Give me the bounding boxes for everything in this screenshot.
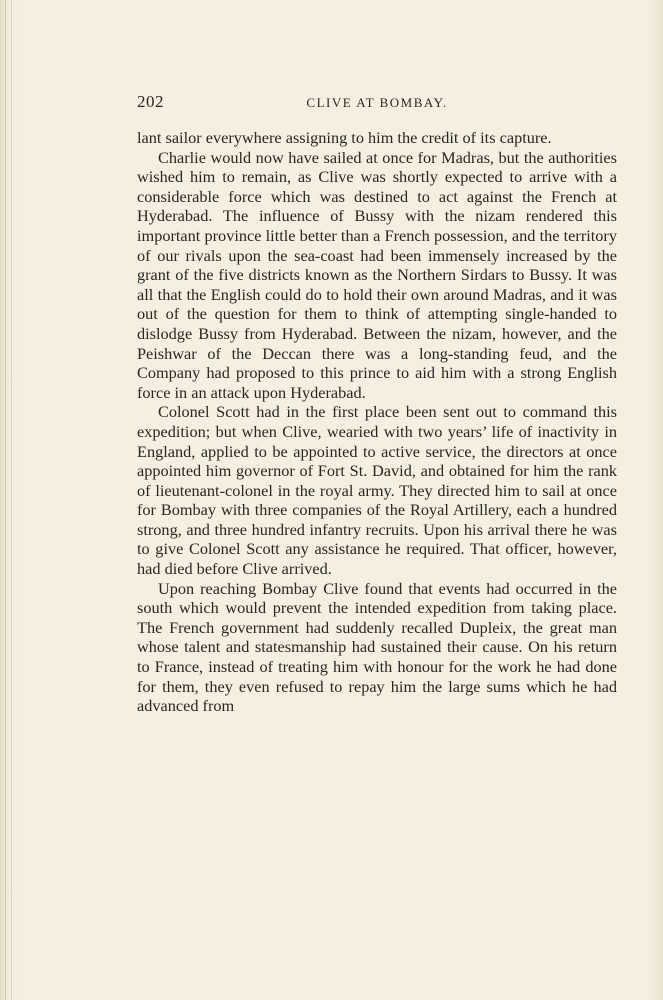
page-number: 202: [137, 92, 164, 111]
spine-line: [5, 0, 6, 1000]
book-page: [137, 92, 617, 716]
page-edge-shadow: [649, 0, 663, 1000]
paragraph: Colonel Scott had in the first place been sent out to command this expedition; but when Clive, wearied with two years’ life of inactivity in England, applied to be appointed to active service, the directors at once appointed him governor of Fort St. David, and obtained for him the rank of lieutenant-colonel in the royal army. They directed him to sail at once for Bombay with three companies of the Royal Artillery, each a hundred strong, and three hundred infantry recruits. Upon his arrival there he was to give Colonel Scott any assistance he required. That officer, however, had died before Clive arrived.: [137, 402, 617, 579]
paragraph: Charlie would now have sailed at once for Madras, but the authorities wished him to remain, as Clive was shortly expected to arrive with a considerable force which was destined to act against the French at Hyderabad. The influence of Bussy with the nizam rendered this important province little better than a French possession, and the territory of our rivals upon the sea-coast had been immensely increased by the grant of the five districts known as the Northern Sirdars to Bussy. It was all that the English could do to hold their own around Madras, and it was out of the question for them to think of attempting single-handed to dislodge Bussy from Hyderabad. Between the nizam, however, and the Peishwar of the Deccan there was a long-standing feud, and the Company had proposed to this prince to aid him with a strong English force in an attack upon Hyderabad.: [137, 147, 617, 402]
running-head: CLIVE AT BOMBAY.: [306, 95, 448, 110]
book-spine-shadow: [0, 0, 22, 1000]
paragraph: Upon reaching Bombay Clive found that events had occurred in the south which would prevent the intended expedition from taking place. The French government had suddenly recalled Dupleix, the great man whose talent and statesmanship had sustained their cause. On his return to France, instead of treating him with honour for the work he had done for them, they even refused to repay him the large sums which he had advanced from: [137, 578, 617, 716]
page-header: [137, 92, 617, 118]
spine-line: [11, 0, 12, 1000]
paragraph: lant sailor everywhere assigning to him the credit of its capture.: [137, 128, 552, 147]
body-text: [137, 128, 617, 716]
